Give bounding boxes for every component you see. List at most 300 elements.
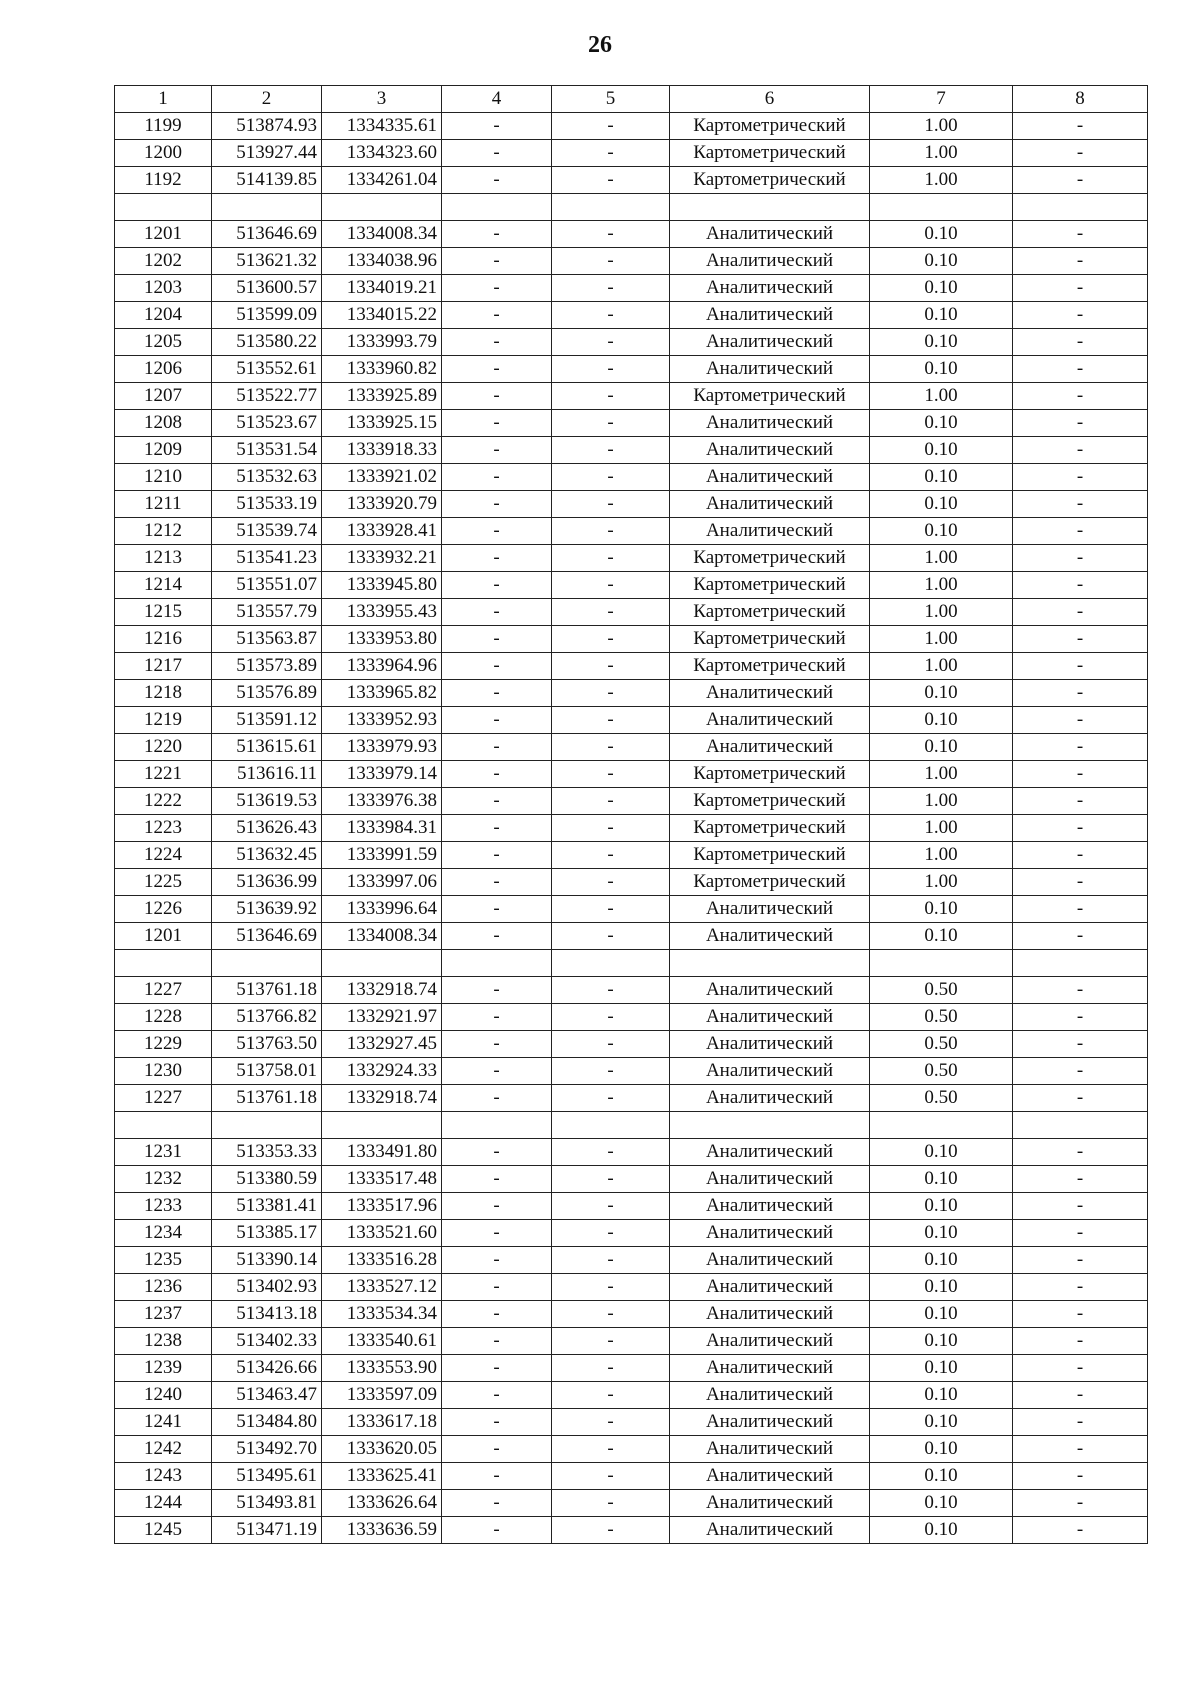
cell-y-coordinate: 1333976.38 — [322, 788, 442, 815]
table-row — [115, 1355, 1148, 1382]
table-row — [115, 383, 1148, 410]
cell-y-coordinate: 1333625.41 — [322, 1463, 442, 1490]
cell-accuracy: 0.10 — [870, 1274, 1013, 1301]
cell-method: Аналитический — [670, 302, 870, 329]
cell-accuracy: 0.10 — [870, 896, 1013, 923]
cell-accuracy: 1.00 — [870, 842, 1013, 869]
cell-method: Картометрический — [670, 383, 870, 410]
cell-method: Аналитический — [670, 221, 870, 248]
cell-method: Картометрический — [670, 167, 870, 194]
table-row — [115, 140, 1148, 167]
cell-y-coordinate: 1333918.33 — [322, 437, 442, 464]
table-row — [115, 491, 1148, 518]
cell-col-8: - — [1013, 1031, 1148, 1058]
cell-accuracy: 0.50 — [870, 1058, 1013, 1085]
cell-col-5: - — [552, 1247, 670, 1274]
cell-col-4: - — [442, 140, 552, 167]
cell-col-4: - — [442, 680, 552, 707]
cell-col-8: - — [1013, 896, 1148, 923]
cell-col-5: - — [552, 1193, 670, 1220]
cell-y-coordinate: 1333960.82 — [322, 356, 442, 383]
cell-x-coordinate: 513552.61 — [212, 356, 322, 383]
cell-col-8: - — [1013, 302, 1148, 329]
table-row — [115, 1220, 1148, 1247]
cell-col-5: - — [552, 1490, 670, 1517]
cell-col-8: - — [1013, 1058, 1148, 1085]
cell-accuracy: 0.10 — [870, 1220, 1013, 1247]
cell-col-5: - — [552, 707, 670, 734]
cell-accuracy: 0.10 — [870, 1355, 1013, 1382]
table-row — [115, 1490, 1148, 1517]
cell-y-coordinate: 1333979.14 — [322, 761, 442, 788]
cell-accuracy: 1.00 — [870, 626, 1013, 653]
cell-col-8: - — [1013, 383, 1148, 410]
cell-accuracy: 0.10 — [870, 923, 1013, 950]
cell-col-8: - — [1013, 140, 1148, 167]
table-row — [115, 1382, 1148, 1409]
header-cell: 1 — [115, 86, 212, 113]
cell-col-5: - — [552, 1031, 670, 1058]
cell-col-4: - — [442, 1301, 552, 1328]
table-row — [115, 572, 1148, 599]
cell-col-5: - — [552, 626, 670, 653]
cell-point-number: 1201 — [115, 221, 212, 248]
cell-x-coordinate: 513599.09 — [212, 302, 322, 329]
cell-x-coordinate: 513471.19 — [212, 1517, 322, 1544]
cell-col-4 — [442, 950, 552, 977]
cell-x-coordinate: 513626.43 — [212, 815, 322, 842]
cell-col-5: - — [552, 572, 670, 599]
cell-y-coordinate: 1333996.64 — [322, 896, 442, 923]
cell-method: Аналитический — [670, 1274, 870, 1301]
cell-point-number: 1226 — [115, 896, 212, 923]
cell-accuracy: 1.00 — [870, 869, 1013, 896]
cell-col-5: - — [552, 734, 670, 761]
cell-method — [670, 194, 870, 221]
cell-method: Аналитический — [670, 680, 870, 707]
cell-method: Аналитический — [670, 1436, 870, 1463]
cell-accuracy: 0.10 — [870, 1490, 1013, 1517]
cell-y-coordinate: 1333516.28 — [322, 1247, 442, 1274]
cell-col-5: - — [552, 329, 670, 356]
cell-y-coordinate: 1333925.15 — [322, 410, 442, 437]
table-row — [115, 1112, 1148, 1139]
cell-method: Аналитический — [670, 464, 870, 491]
cell-col-8: - — [1013, 653, 1148, 680]
cell-y-coordinate: 1333534.34 — [322, 1301, 442, 1328]
table-header-row — [115, 86, 1148, 113]
cell-col-8: - — [1013, 1436, 1148, 1463]
cell-col-4: - — [442, 491, 552, 518]
cell-method: Картометрический — [670, 761, 870, 788]
cell-col-4: - — [442, 572, 552, 599]
table-row — [115, 1328, 1148, 1355]
cell-x-coordinate: 513632.45 — [212, 842, 322, 869]
cell-y-coordinate: 1332918.74 — [322, 1085, 442, 1112]
cell-col-5: - — [552, 356, 670, 383]
cell-col-5: - — [552, 1166, 670, 1193]
cell-method — [670, 1112, 870, 1139]
cell-col-5: - — [552, 680, 670, 707]
cell-accuracy: 0.10 — [870, 1166, 1013, 1193]
cell-col-8: - — [1013, 221, 1148, 248]
cell-col-8: - — [1013, 707, 1148, 734]
cell-col-4: - — [442, 302, 552, 329]
cell-col-5: - — [552, 1517, 670, 1544]
cell-accuracy: 1.00 — [870, 167, 1013, 194]
cell-x-coordinate: 513381.41 — [212, 1193, 322, 1220]
table-row — [115, 977, 1148, 1004]
cell-accuracy: 1.00 — [870, 788, 1013, 815]
cell-col-4: - — [442, 977, 552, 1004]
cell-method: Аналитический — [670, 410, 870, 437]
cell-col-4: - — [442, 815, 552, 842]
cell-col-8: - — [1013, 1139, 1148, 1166]
table-row — [115, 1463, 1148, 1490]
cell-method: Аналитический — [670, 1517, 870, 1544]
cell-accuracy: 0.50 — [870, 1031, 1013, 1058]
table-row — [115, 356, 1148, 383]
cell-col-8: - — [1013, 491, 1148, 518]
table-row — [115, 1409, 1148, 1436]
cell-col-4: - — [442, 275, 552, 302]
cell-col-5: - — [552, 788, 670, 815]
cell-y-coordinate: 1333932.21 — [322, 545, 442, 572]
cell-accuracy: 0.10 — [870, 410, 1013, 437]
cell-y-coordinate: 1333517.48 — [322, 1166, 442, 1193]
cell-method: Картометрический — [670, 572, 870, 599]
cell-point-number: 1233 — [115, 1193, 212, 1220]
cell-col-5: - — [552, 275, 670, 302]
cell-method: Картометрический — [670, 869, 870, 896]
cell-x-coordinate: 513636.99 — [212, 869, 322, 896]
cell-col-4: - — [442, 1274, 552, 1301]
cell-col-8: - — [1013, 1409, 1148, 1436]
cell-method: Аналитический — [670, 275, 870, 302]
cell-method: Аналитический — [670, 356, 870, 383]
cell-col-4: - — [442, 1139, 552, 1166]
cell-col-5: - — [552, 1328, 670, 1355]
cell-y-coordinate: 1332924.33 — [322, 1058, 442, 1085]
cell-x-coordinate: 513385.17 — [212, 1220, 322, 1247]
cell-x-coordinate: 513576.89 — [212, 680, 322, 707]
cell-point-number: 1200 — [115, 140, 212, 167]
cell-x-coordinate: 513615.61 — [212, 734, 322, 761]
cell-col-4: - — [442, 545, 552, 572]
cell-y-coordinate — [322, 950, 442, 977]
cell-col-4 — [442, 194, 552, 221]
cell-col-4: - — [442, 788, 552, 815]
cell-col-4: - — [442, 356, 552, 383]
cell-col-8: - — [1013, 842, 1148, 869]
cell-y-coordinate: 1333521.60 — [322, 1220, 442, 1247]
cell-col-5 — [552, 950, 670, 977]
cell-point-number: 1236 — [115, 1274, 212, 1301]
cell-point-number: 1242 — [115, 1436, 212, 1463]
cell-y-coordinate: 1333636.59 — [322, 1517, 442, 1544]
cell-col-8: - — [1013, 329, 1148, 356]
cell-point-number: 1209 — [115, 437, 212, 464]
table-row — [115, 302, 1148, 329]
cell-x-coordinate: 513541.23 — [212, 545, 322, 572]
cell-point-number: 1210 — [115, 464, 212, 491]
cell-point-number: 1201 — [115, 923, 212, 950]
cell-col-5: - — [552, 815, 670, 842]
header-cell: 5 — [552, 86, 670, 113]
cell-method: Аналитический — [670, 1220, 870, 1247]
cell-method: Аналитический — [670, 1490, 870, 1517]
cell-col-8: - — [1013, 464, 1148, 491]
cell-col-8: - — [1013, 1166, 1148, 1193]
cell-col-4: - — [442, 437, 552, 464]
cell-point-number: 1241 — [115, 1409, 212, 1436]
table-row — [115, 626, 1148, 653]
cell-col-5: - — [552, 761, 670, 788]
cell-method: Картометрический — [670, 626, 870, 653]
cell-point-number: 1225 — [115, 869, 212, 896]
cell-y-coordinate: 1333993.79 — [322, 329, 442, 356]
cell-col-5: - — [552, 464, 670, 491]
table-row — [115, 437, 1148, 464]
table-row — [115, 1058, 1148, 1085]
cell-col-8: - — [1013, 869, 1148, 896]
cell-method: Аналитический — [670, 248, 870, 275]
cell-col-8 — [1013, 950, 1148, 977]
header-cell: 8 — [1013, 86, 1148, 113]
cell-x-coordinate: 513426.66 — [212, 1355, 322, 1382]
table-row — [115, 680, 1148, 707]
cell-col-5: - — [552, 1409, 670, 1436]
cell-col-4: - — [442, 626, 552, 653]
cell-y-coordinate: 1333945.80 — [322, 572, 442, 599]
cell-method: Аналитический — [670, 896, 870, 923]
cell-accuracy: 0.10 — [870, 1328, 1013, 1355]
cell-accuracy: 0.10 — [870, 464, 1013, 491]
cell-x-coordinate — [212, 194, 322, 221]
cell-y-coordinate: 1333997.06 — [322, 869, 442, 896]
cell-accuracy: 0.10 — [870, 1139, 1013, 1166]
cell-col-8: - — [1013, 599, 1148, 626]
cell-point-number: 1217 — [115, 653, 212, 680]
table-row — [115, 167, 1148, 194]
cell-point-number: 1205 — [115, 329, 212, 356]
cell-col-8: - — [1013, 1085, 1148, 1112]
cell-y-coordinate: 1332921.97 — [322, 1004, 442, 1031]
cell-y-coordinate: 1334008.34 — [322, 923, 442, 950]
cell-col-5: - — [552, 1220, 670, 1247]
cell-y-coordinate: 1333597.09 — [322, 1382, 442, 1409]
cell-col-8: - — [1013, 1274, 1148, 1301]
cell-method: Аналитический — [670, 1139, 870, 1166]
table-row — [115, 869, 1148, 896]
cell-col-8: - — [1013, 248, 1148, 275]
cell-x-coordinate: 513619.53 — [212, 788, 322, 815]
cell-y-coordinate: 1333626.64 — [322, 1490, 442, 1517]
cell-method: Аналитический — [670, 1301, 870, 1328]
cell-accuracy: 0.10 — [870, 1301, 1013, 1328]
table-row — [115, 518, 1148, 545]
cell-accuracy: 1.00 — [870, 140, 1013, 167]
cell-col-5: - — [552, 410, 670, 437]
cell-accuracy: 0.10 — [870, 1517, 1013, 1544]
table-row — [115, 761, 1148, 788]
cell-col-4: - — [442, 653, 552, 680]
cell-y-coordinate — [322, 194, 442, 221]
cell-col-4: - — [442, 1220, 552, 1247]
cell-x-coordinate — [212, 1112, 322, 1139]
table-row — [115, 1193, 1148, 1220]
table-row — [115, 1139, 1148, 1166]
table-row — [115, 815, 1148, 842]
cell-col-4: - — [442, 248, 552, 275]
cell-col-4: - — [442, 896, 552, 923]
cell-point-number: 1216 — [115, 626, 212, 653]
cell-col-8: - — [1013, 113, 1148, 140]
cell-y-coordinate: 1334323.60 — [322, 140, 442, 167]
cell-col-8: - — [1013, 1247, 1148, 1274]
cell-x-coordinate: 513563.87 — [212, 626, 322, 653]
cell-x-coordinate: 513557.79 — [212, 599, 322, 626]
table-row — [115, 545, 1148, 572]
cell-point-number — [115, 194, 212, 221]
cell-col-5: - — [552, 518, 670, 545]
cell-col-4: - — [442, 1166, 552, 1193]
cell-col-5: - — [552, 653, 670, 680]
cell-method: Аналитический — [670, 437, 870, 464]
cell-x-coordinate: 513523.67 — [212, 410, 322, 437]
cell-col-5: - — [552, 1274, 670, 1301]
cell-col-5: - — [552, 248, 670, 275]
cell-accuracy: 1.00 — [870, 113, 1013, 140]
cell-method: Аналитический — [670, 1463, 870, 1490]
cell-col-4: - — [442, 1409, 552, 1436]
cell-col-5: - — [552, 437, 670, 464]
table-row — [115, 1247, 1148, 1274]
cell-col-8: - — [1013, 734, 1148, 761]
cell-col-8: - — [1013, 275, 1148, 302]
cell-col-8: - — [1013, 518, 1148, 545]
cell-col-4: - — [442, 410, 552, 437]
table-row — [115, 896, 1148, 923]
cell-col-8: - — [1013, 437, 1148, 464]
cell-accuracy: 0.10 — [870, 221, 1013, 248]
cell-y-coordinate: 1333491.80 — [322, 1139, 442, 1166]
cell-col-8: - — [1013, 572, 1148, 599]
cell-accuracy: 1.00 — [870, 761, 1013, 788]
cell-point-number: 1208 — [115, 410, 212, 437]
cell-col-4: - — [442, 707, 552, 734]
cell-x-coordinate: 513353.33 — [212, 1139, 322, 1166]
cell-point-number: 1219 — [115, 707, 212, 734]
table-row — [115, 248, 1148, 275]
cell-col-5: - — [552, 1139, 670, 1166]
cell-point-number: 1220 — [115, 734, 212, 761]
cell-y-coordinate — [322, 1112, 442, 1139]
cell-accuracy: 0.10 — [870, 302, 1013, 329]
cell-y-coordinate: 1333925.89 — [322, 383, 442, 410]
table-row — [115, 1004, 1148, 1031]
page-number: 26 — [588, 32, 612, 58]
cell-col-4: - — [442, 734, 552, 761]
cell-point-number: 1245 — [115, 1517, 212, 1544]
cell-x-coordinate: 513763.50 — [212, 1031, 322, 1058]
table-row — [115, 1436, 1148, 1463]
cell-y-coordinate: 1333964.96 — [322, 653, 442, 680]
cell-x-coordinate: 513484.80 — [212, 1409, 322, 1436]
table-row — [115, 599, 1148, 626]
cell-col-5: - — [552, 869, 670, 896]
cell-col-5: - — [552, 1436, 670, 1463]
cell-col-8: - — [1013, 1355, 1148, 1382]
cell-col-5 — [552, 1112, 670, 1139]
cell-accuracy: 0.10 — [870, 1247, 1013, 1274]
cell-accuracy: 0.10 — [870, 437, 1013, 464]
header-cell: 4 — [442, 86, 552, 113]
cell-x-coordinate: 513616.11 — [212, 761, 322, 788]
cell-point-number: 1213 — [115, 545, 212, 572]
cell-x-coordinate: 513413.18 — [212, 1301, 322, 1328]
cell-point-number: 1199 — [115, 113, 212, 140]
cell-x-coordinate: 513927.44 — [212, 140, 322, 167]
cell-method: Аналитический — [670, 1247, 870, 1274]
cell-y-coordinate: 1333991.59 — [322, 842, 442, 869]
cell-accuracy: 0.10 — [870, 518, 1013, 545]
table-row — [115, 707, 1148, 734]
cell-accuracy: 0.50 — [870, 1004, 1013, 1031]
cell-method: Аналитический — [670, 491, 870, 518]
cell-col-4: - — [442, 1004, 552, 1031]
cell-col-4: - — [442, 869, 552, 896]
cell-point-number: 1202 — [115, 248, 212, 275]
cell-point-number: 1235 — [115, 1247, 212, 1274]
cell-point-number: 1240 — [115, 1382, 212, 1409]
cell-x-coordinate: 513495.61 — [212, 1463, 322, 1490]
cell-method: Аналитический — [670, 977, 870, 1004]
cell-method: Аналитический — [670, 329, 870, 356]
cell-col-4: - — [442, 923, 552, 950]
table-row — [115, 1085, 1148, 1112]
cell-col-8: - — [1013, 977, 1148, 1004]
cell-x-coordinate: 513402.93 — [212, 1274, 322, 1301]
cell-col-4: - — [442, 1355, 552, 1382]
cell-point-number: 1223 — [115, 815, 212, 842]
cell-col-8: - — [1013, 1328, 1148, 1355]
cell-point-number: 1221 — [115, 761, 212, 788]
cell-col-5: - — [552, 842, 670, 869]
cell-accuracy: 0.50 — [870, 1085, 1013, 1112]
cell-method: Аналитический — [670, 1355, 870, 1382]
cell-x-coordinate — [212, 950, 322, 977]
cell-y-coordinate: 1333620.05 — [322, 1436, 442, 1463]
table-row — [115, 842, 1148, 869]
cell-col-5: - — [552, 140, 670, 167]
table-row — [115, 194, 1148, 221]
cell-col-5: - — [552, 1355, 670, 1382]
cell-point-number: 1206 — [115, 356, 212, 383]
cell-method: Аналитический — [670, 1328, 870, 1355]
cell-point-number: 1203 — [115, 275, 212, 302]
cell-y-coordinate: 1333952.93 — [322, 707, 442, 734]
cell-x-coordinate: 513761.18 — [212, 977, 322, 1004]
table-row — [115, 1274, 1148, 1301]
cell-point-number: 1207 — [115, 383, 212, 410]
table-row — [115, 1166, 1148, 1193]
cell-x-coordinate: 513493.81 — [212, 1490, 322, 1517]
cell-y-coordinate: 1332927.45 — [322, 1031, 442, 1058]
cell-col-4: - — [442, 1490, 552, 1517]
cell-col-4: - — [442, 1517, 552, 1544]
cell-y-coordinate: 1333953.80 — [322, 626, 442, 653]
